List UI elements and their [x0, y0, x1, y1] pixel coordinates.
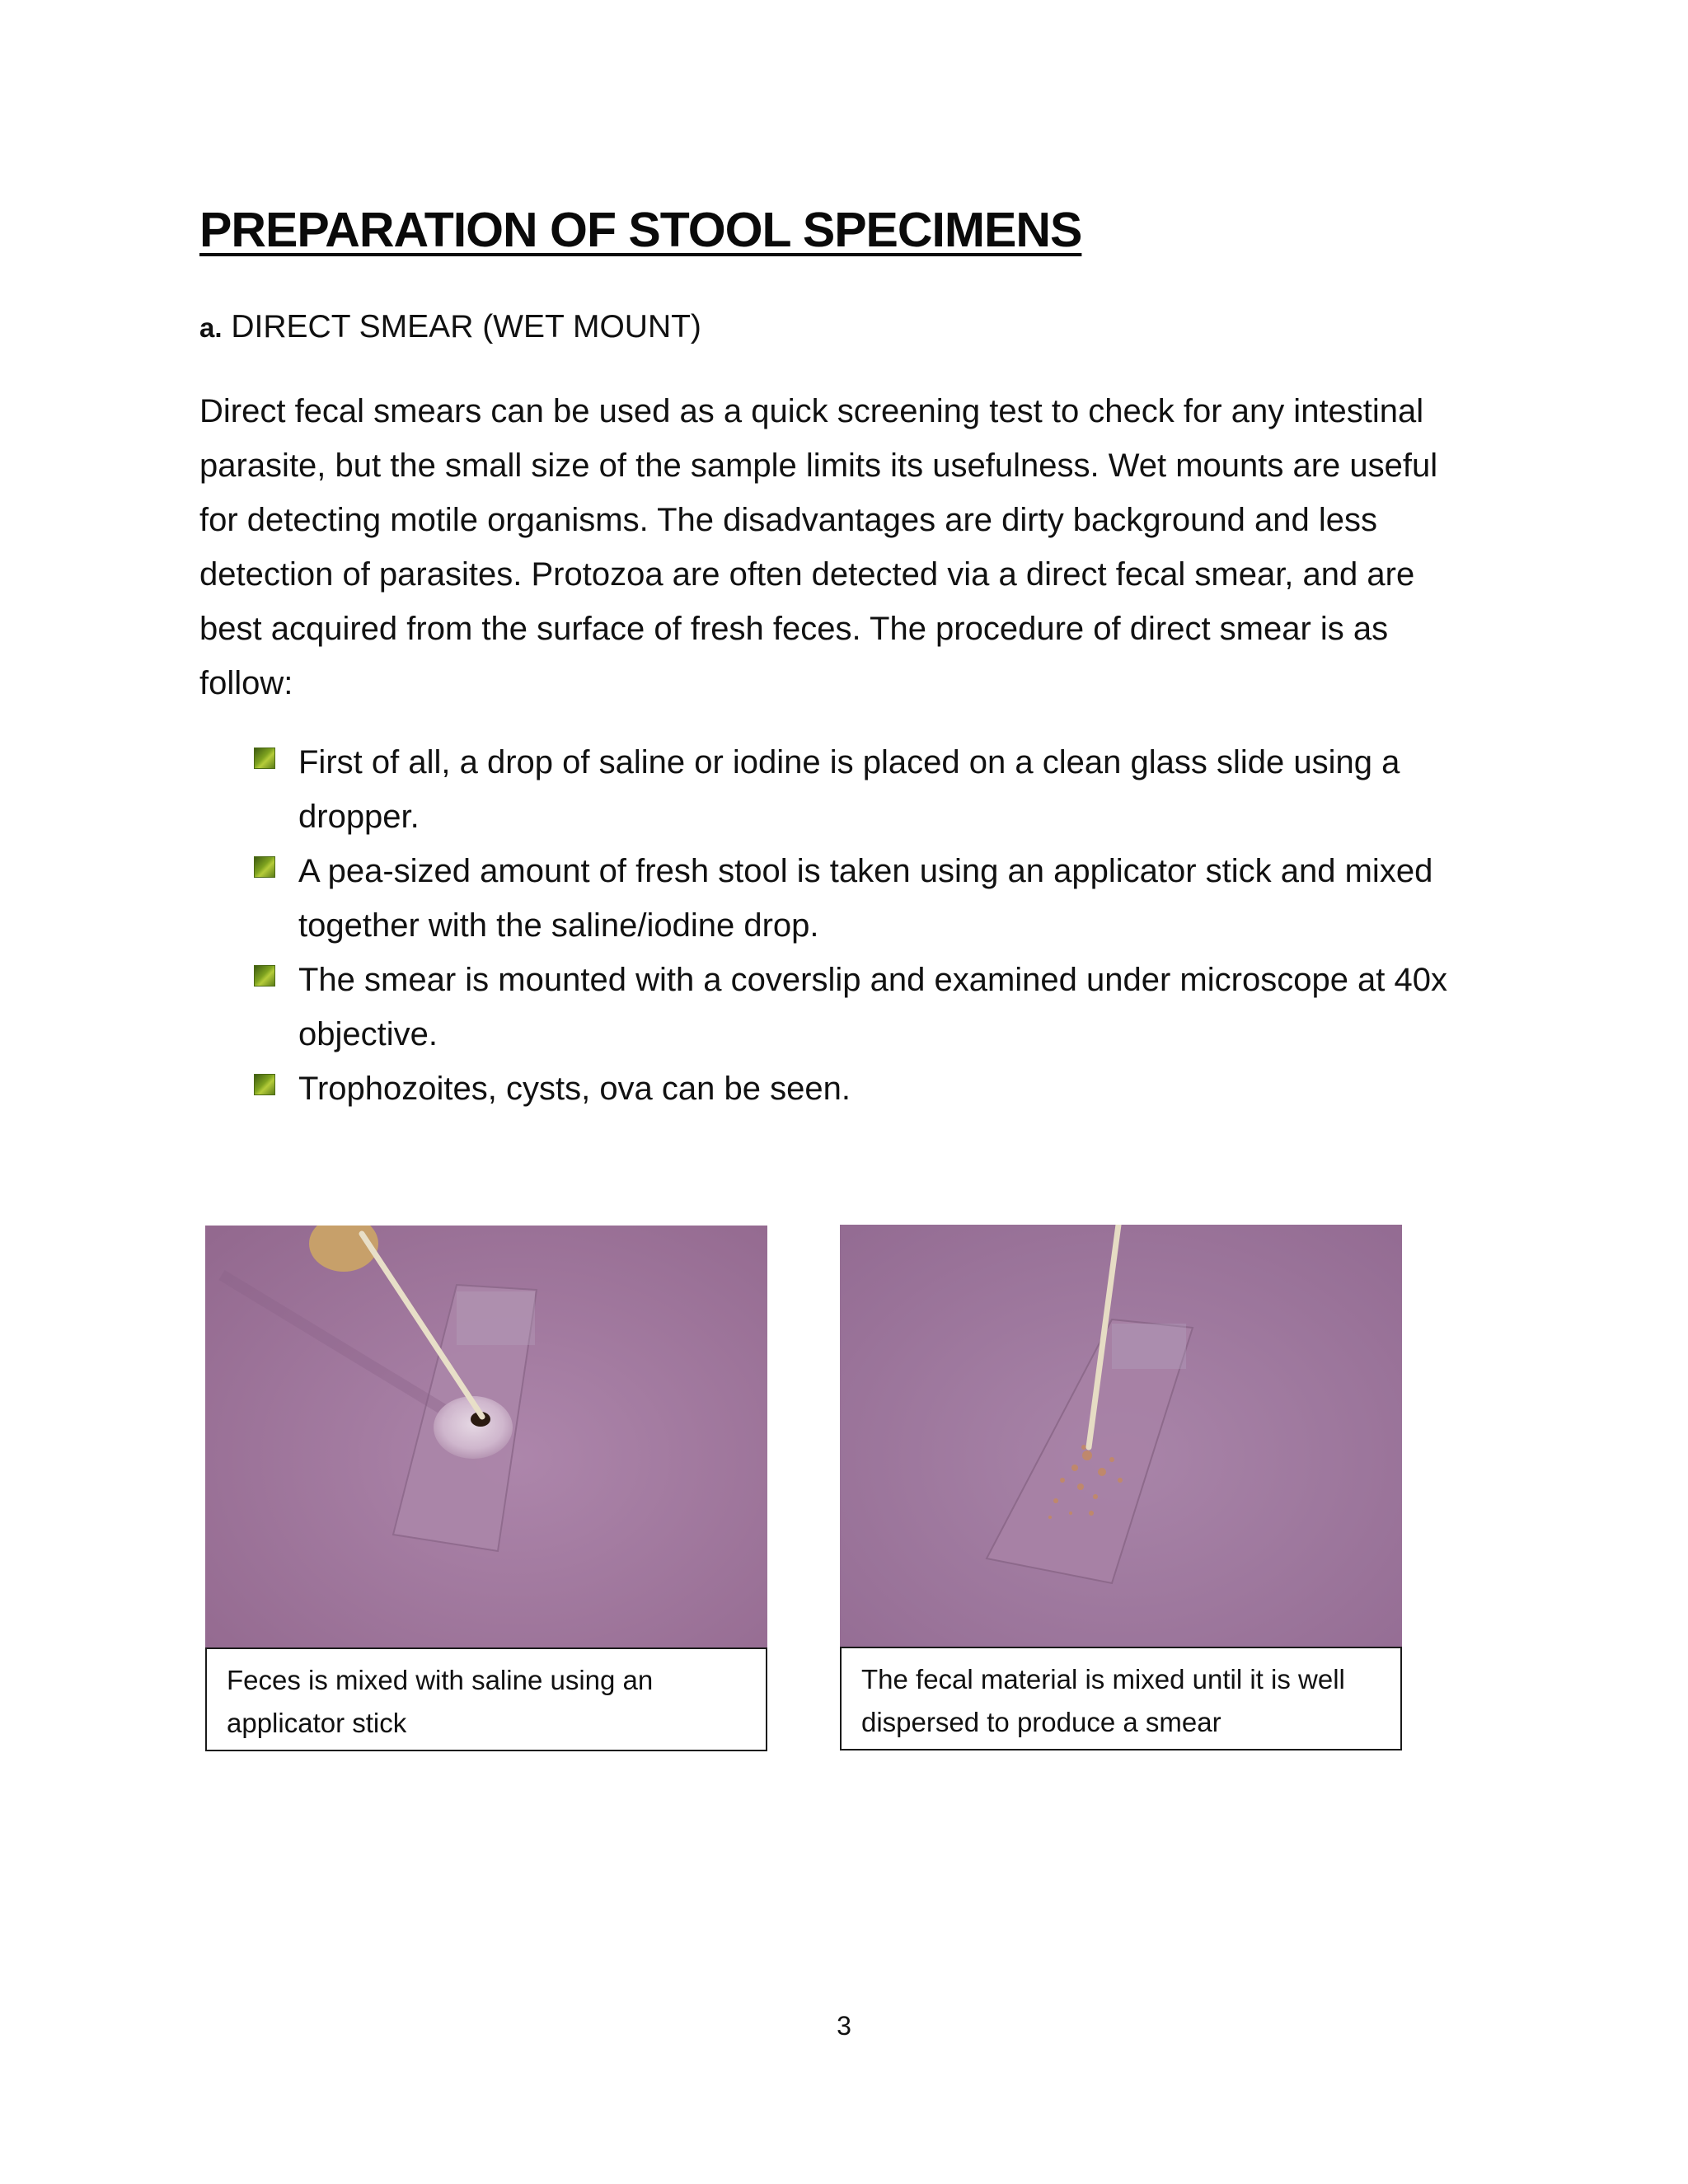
page-number: 3 — [837, 2011, 851, 2041]
list-item — [247, 735, 1484, 844]
figure-1 — [205, 1226, 767, 1751]
list-item-text: A pea-sized amount of fresh stool is taken using an applicator stick and mixed together with the saline/iodine drop. — [298, 853, 1433, 944]
figure-2 — [840, 1225, 1402, 1750]
section-heading — [199, 309, 701, 345]
list-item — [247, 953, 1484, 1062]
intro-paragraph: Direct fecal smears can be used as a quick screening test to check for any intestinal parasite, but the small size of the sample limits its usefulness. Wet mounts are useful for detecting motile organisms. The disadvantages are dirty background and less detection of parasites. Protozoa are often detected via a direct fecal smear, and are best acquired from the surface of fresh feces. The procedure of direct smear is as follow: — [199, 393, 1438, 701]
square-bullet-icon — [254, 748, 275, 769]
list-item — [247, 844, 1484, 953]
square-bullet-icon — [254, 965, 275, 987]
list-item — [247, 1062, 1484, 1116]
procedure-list — [247, 735, 1484, 1116]
photo-saline-mixing — [205, 1226, 767, 1647]
figure-caption: Feces is mixed with saline using an applicator stick — [205, 1647, 767, 1751]
page-title: PREPARATION OF STOOL SPECIMENS — [199, 203, 1082, 257]
section-heading-text: DIRECT SMEAR (WET MOUNT) — [231, 309, 701, 344]
list-item-text: The smear is mounted with a coverslip and examined under microscope at 40x objective. — [298, 962, 1448, 1052]
figure-caption: The fecal material is mixed until it is well dispersed to produce a smear — [840, 1647, 1402, 1750]
section-letter: a. — [199, 312, 223, 343]
list-item-text: First of all, a drop of saline or iodine is placed on a clean glass slide using a dropper. — [298, 744, 1400, 835]
square-bullet-icon — [254, 1074, 275, 1095]
square-bullet-icon — [254, 856, 275, 878]
photo-smear-dispersed — [840, 1225, 1402, 1647]
list-item-text: Trophozoites, cysts, ova can be seen. — [298, 1071, 851, 1107]
